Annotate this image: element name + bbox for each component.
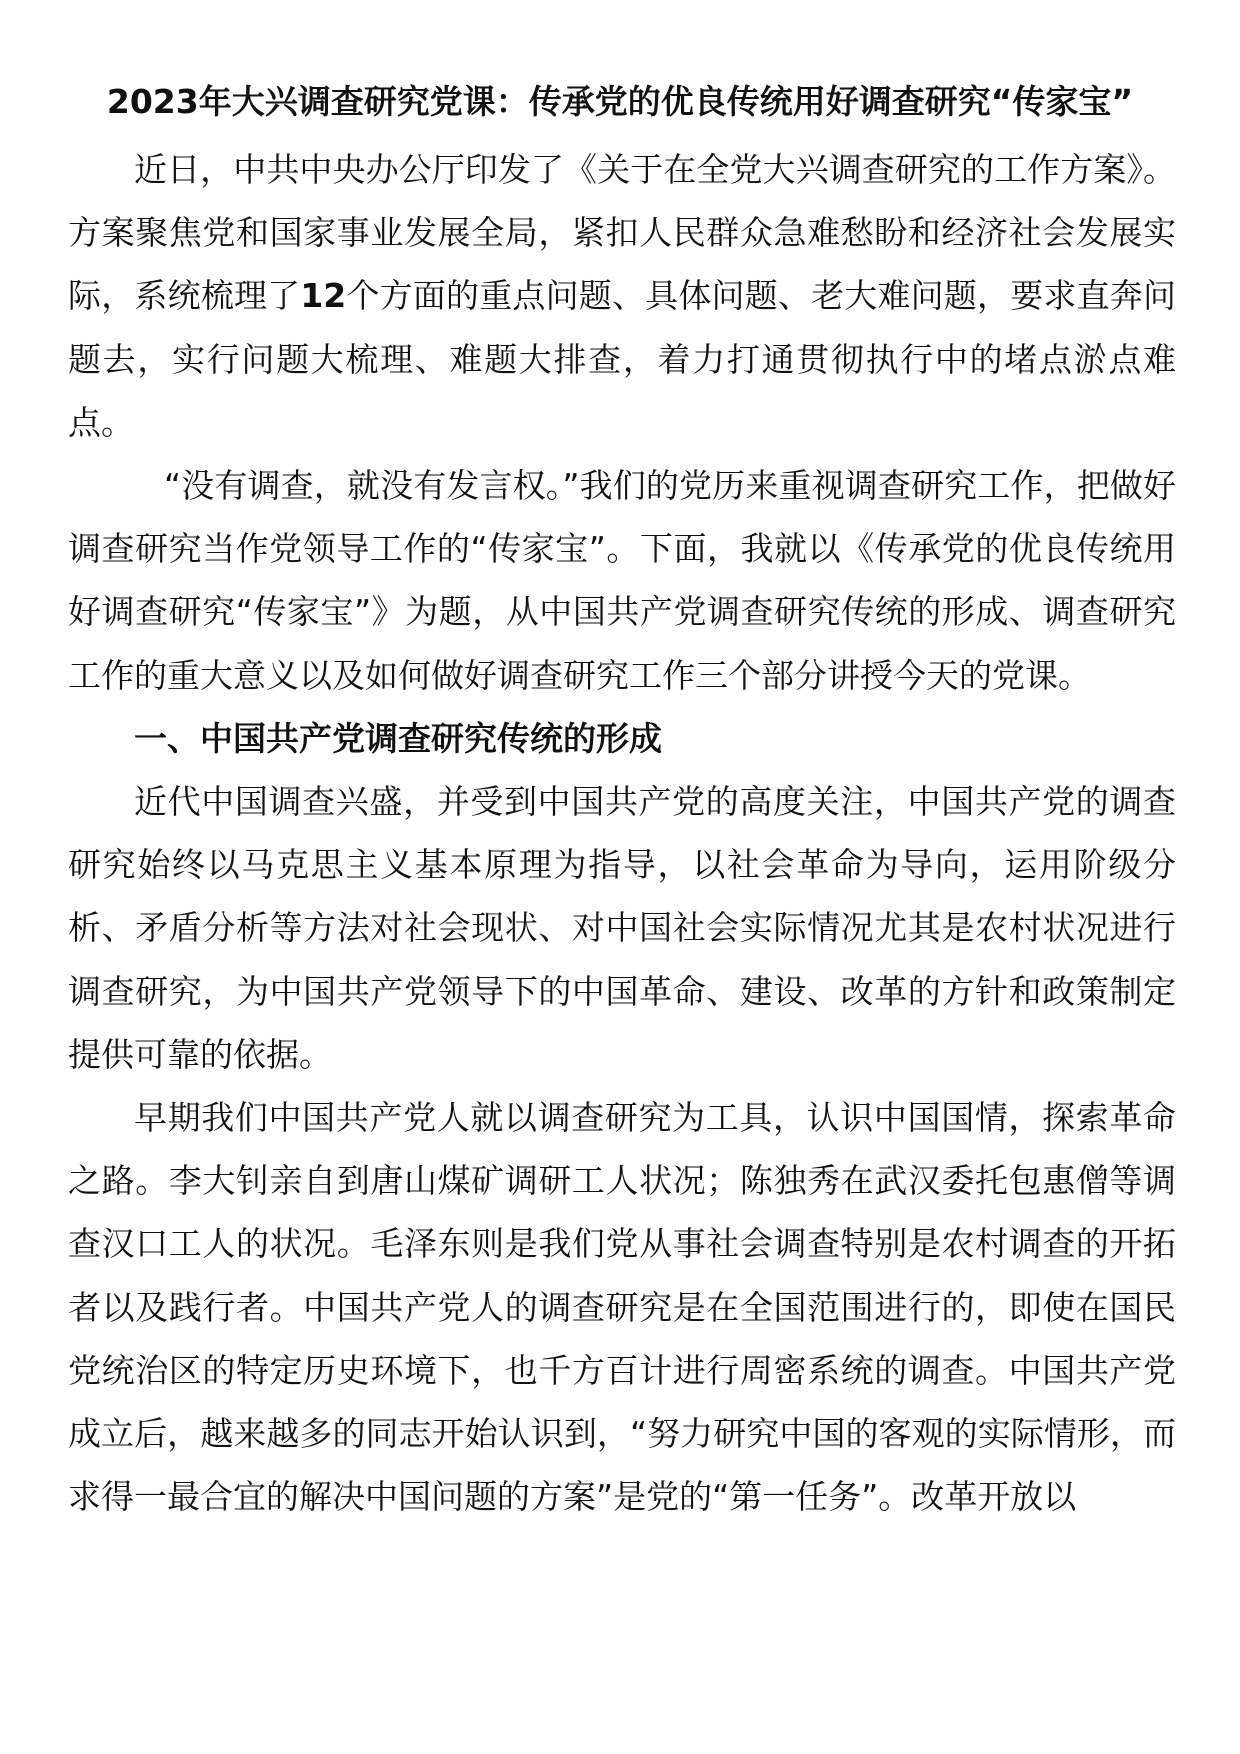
intro-text-after: 个方面的重点问题、具体问题、老大难问题，要求直奔问题去，实行问题大梳理、难题大排查，着力打通贯彻执行中的堵点淤点难点。: [68, 276, 1177, 442]
intro-paragraph: [68, 138, 1176, 454]
section-paragraph-1: 近代中国调查兴盛，并受到中国共产党的高度关注，中国共产党的调查研究始终以马克思主义基本原理为指导，以社会革命为导向，运用阶级分析、矛盾分析等方法对社会现状、对中国社会实际情况尤其是农村状况进行调查研究，为中国共产党领导下的中国革命、建设、改革的方针和政策制定提供可靠的依据。: [68, 782, 1176, 1074]
quote-paragraph: “没有调查，就没有发言权。”我们的党历来重视调查研究工作，把做好调查研究当作党领导工作的“传家宝”。下面，我就以《传承党的优良传统用好调查研究“传家宝”》为题，从中国共产党调查研究传统的形成、调查研究工作的重大意义以及如何做好调查研究工作三个部分讲授今天的党课。: [68, 466, 1176, 695]
issue-count: 12: [300, 276, 347, 316]
document-title: 2023年大兴调查研究党课：传承党的优良传统用好调查研究“传家宝”: [106, 82, 1134, 121]
document-body: [68, 138, 1176, 1528]
section-paragraph-2: 早期我们中国共产党人就以调查研究为工具，认识中国国情，探索革命之路。李大钊亲自到唐山煤矿调研工人状况；陈独秀在武汉委托包惠僧等调查汉口工人的状况。毛泽东则是我们党从事社会调查特别是农村调查的开拓者以及践行者。中国共产党人的调查研究是在全国范围进行的，即使在国民党统治区的特定历史环境下，也千方百计进行周密系统的调查。中国共产党成立后，越来越多的同志开始认识到，“努力研究中国的客观的实际情形，而求得一最合宜的解决中国问题的方案”是党的“第一任务”。改革开放以: [68, 1098, 1176, 1517]
section-heading: 一、中国共产党调查研究传统的形成: [134, 718, 662, 758]
intro-text-before: 近日，中共中央办公厅印发了《关于在全党大兴调查研究的工作方案》。方案聚焦党和国家事业发展全局，紧扣人民群众急难愁盼和经济社会发展实际，系统梳理了: [68, 150, 1176, 316]
